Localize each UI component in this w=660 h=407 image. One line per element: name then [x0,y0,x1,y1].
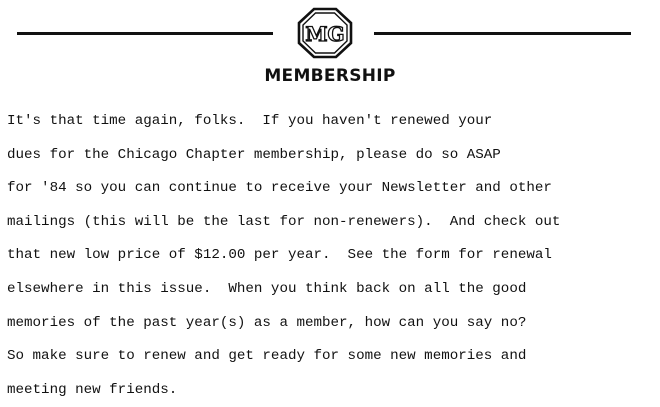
article-line: memories of the past year(s) as a member, how can you say no? [7,314,527,331]
article-body [7,105,659,407]
page-title: MEMBERSHIP [264,66,396,86]
logo-lettering: MG [305,22,345,46]
article-line: that new low price of $12.00 per year. See the form for renewal [7,247,552,264]
article-line: for '84 so you can continue to receive your Newsletter and other [7,180,552,197]
article-line: So make sure to renew and get ready for some new memories and [7,348,527,365]
article-line: elsewhere in this issue. When you think back on all the good [7,280,527,297]
article-line: mailings (this will be the last for non-renewers). And check out [7,213,561,230]
header-rule-left [17,32,273,35]
article-line: It's that time again, folks. If you haven't renewed your [7,113,493,129]
header-rule-right [374,32,631,35]
article-line: meeting new friends. [7,381,178,398]
mg-octagon-logo-icon [297,7,353,59]
article-line: dues for the Chicago Chapter membership, please do so ASAP [7,146,501,163]
